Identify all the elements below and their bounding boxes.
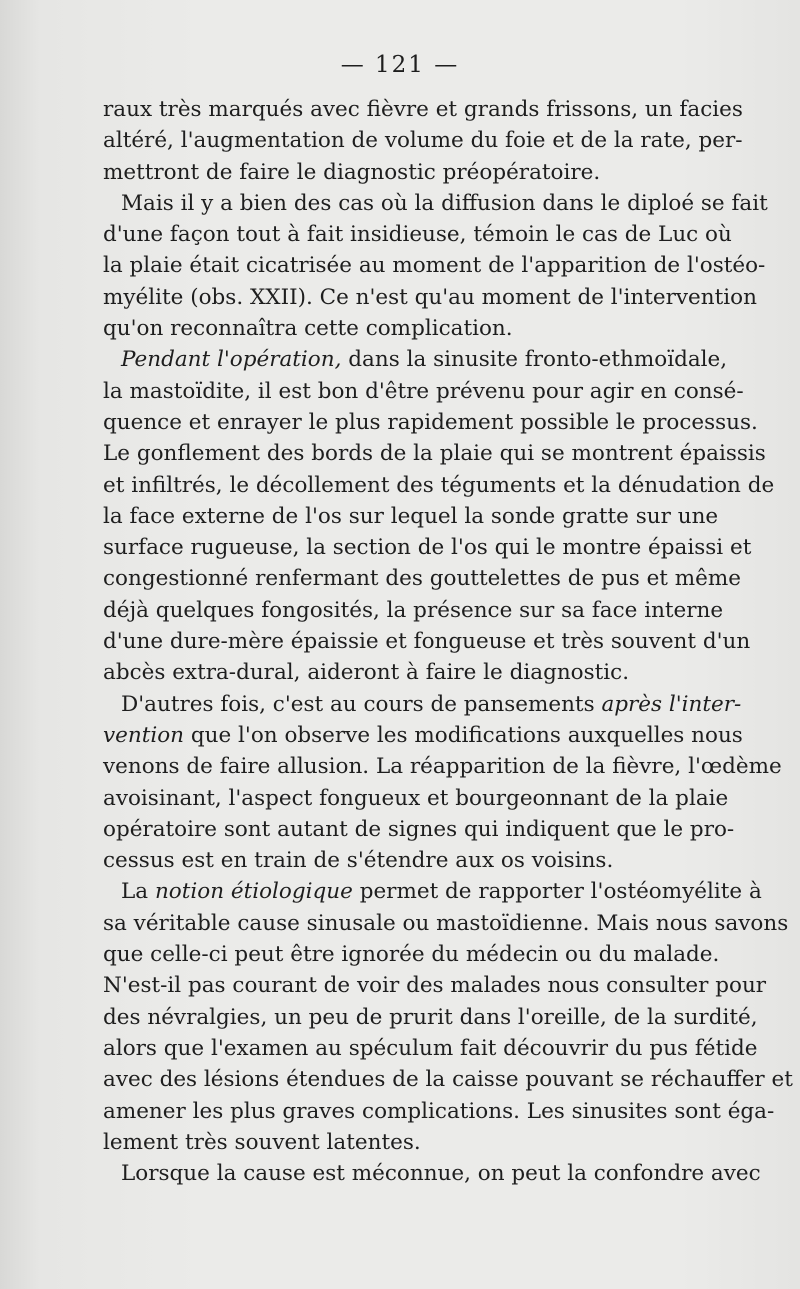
text-line [103, 1002, 758, 1033]
text-line [103, 344, 728, 375]
italic-text: notion étiologique [154, 879, 353, 905]
text-line [103, 720, 743, 751]
text-line [103, 157, 713, 188]
text-line [103, 1096, 775, 1127]
text-line [103, 783, 729, 814]
text-segment: Mais il y a bien des cas où la diffusion dans le diploé se fait [121, 190, 768, 216]
text-segment: la mastoïdite, il est bon d'être prévenu pour agir en consé- [103, 378, 744, 404]
text-segment: la face externe de l'os sur lequel la sonde gratte sur une [103, 503, 719, 529]
text-segment: N'est-il pas courant de voir des malades nous consulter pour [103, 973, 767, 999]
italic-text: Pendant l'opération, [121, 347, 342, 373]
text-segment: d'une façon tout à fait insidieuse, témoin le cas de Luc où [103, 222, 732, 248]
text-segment: congestionné renfermant des gouttelettes de pus et même [103, 566, 741, 592]
text-segment: la plaie était cicatrisée au moment de l'apparition de l'ostéo- [103, 253, 766, 279]
text-segment: Le gonflement des bords de la plaie qui se montrent épaissis [103, 441, 766, 467]
text-line [103, 94, 743, 125]
italic-text: après l'inter- [601, 691, 742, 717]
text-segment: et infiltrés, le décollement des téguments et la dénudation de [103, 472, 775, 498]
text-segment: avec des lésions étendues de la caisse pouvant se réchauffer et [103, 1067, 793, 1093]
text-segment: raux très marqués avec fièvre et grands frissons, un facies [103, 97, 743, 122]
text-line [103, 188, 768, 219]
text-line [103, 626, 751, 657]
text-line [103, 876, 762, 907]
text-segment: alors que l'examen au spéculum fait découvrir du pus fétide [103, 1035, 758, 1061]
text-segment: altéré, l'augmentation de volume du foie et de la rate, per- [103, 128, 743, 154]
text-segment: avoisinant, l'aspect fongueux et bourgeonnant de la plaie [103, 785, 729, 811]
text-line [103, 250, 766, 281]
text-line [103, 470, 775, 501]
text-segment: opératoire sont autant de signes qui indiquent que le pro- [103, 816, 735, 842]
text-line [103, 908, 789, 939]
text-line [103, 1127, 713, 1158]
text-line [103, 939, 720, 970]
text-segment: La [121, 879, 155, 905]
text-line [103, 845, 713, 876]
text-segment: abcès extra-dural, aideront à faire le diagnostic. [103, 660, 630, 686]
text-segment: que celle-ci peut être ignorée du médecin ou du malade. [103, 942, 720, 968]
text-segment: surface rugueuse, la section de l'os qui le montre épaissi et [103, 535, 752, 561]
text-segment: que l'on observe les modifications auxquelles nous [184, 722, 743, 748]
text-line [103, 657, 713, 688]
text-segment: mettront de faire le diagnostic préopératoire. [103, 159, 601, 185]
text-line [103, 1064, 793, 1095]
text-segment: qu'on reconnaîtra cette complication. [103, 316, 513, 342]
text-segment: d'une dure-mère épaissie et fongueuse et très souvent d'un [103, 629, 751, 655]
text-line [103, 376, 744, 407]
text-line [103, 501, 719, 532]
text-segment: venons de faire allusion. La réapparition de la fièvre, l'œdème [103, 754, 782, 780]
page-number: — 121 — [340, 52, 460, 78]
text-line [103, 1158, 761, 1189]
text-segment: quence et enrayer le plus rapidement possible le processus. [103, 409, 758, 435]
text-line [103, 219, 732, 250]
text-segment: dans la sinusite fronto-ethmoïdale, [341, 347, 728, 373]
text-line [103, 313, 713, 344]
text-segment: permet de rapporter l'ostéomyélite à [352, 879, 762, 905]
text-segment: Lorsque la cause est méconnue, on peut la confondre avec [121, 1161, 761, 1187]
text-segment: D'autres fois, c'est au cours de pansements [121, 691, 602, 717]
text-segment: lement très souvent latentes. [103, 1129, 421, 1155]
text-line [103, 595, 724, 626]
body-text [103, 94, 793, 1189]
text-segment: amener les plus graves complications. Les sinusites sont éga- [103, 1098, 775, 1124]
text-segment: des névralgies, un peu de prurit dans l'oreille, de la surdité, [103, 1004, 758, 1030]
text-segment: déjà quelques fongosités, la présence sur sa face interne [103, 597, 724, 623]
text-line [103, 814, 735, 845]
text-line [103, 282, 757, 313]
text-line [103, 407, 758, 438]
text-line [103, 563, 741, 594]
text-line [103, 532, 752, 563]
text-line [103, 125, 743, 156]
text-segment: sa véritable cause sinusale ou mastoïdienne. Mais nous savons [103, 910, 789, 936]
text-line [103, 1033, 758, 1064]
text-segment: cessus est en train de s'étendre aux os voisins. [103, 848, 614, 874]
text-line [103, 970, 767, 1001]
text-line [103, 438, 766, 469]
text-segment: myélite (obs. XXII). Ce n'est qu'au moment de l'intervention [103, 284, 757, 310]
text-line [103, 751, 782, 782]
italic-text: vention [103, 722, 185, 748]
text-line [103, 689, 742, 720]
